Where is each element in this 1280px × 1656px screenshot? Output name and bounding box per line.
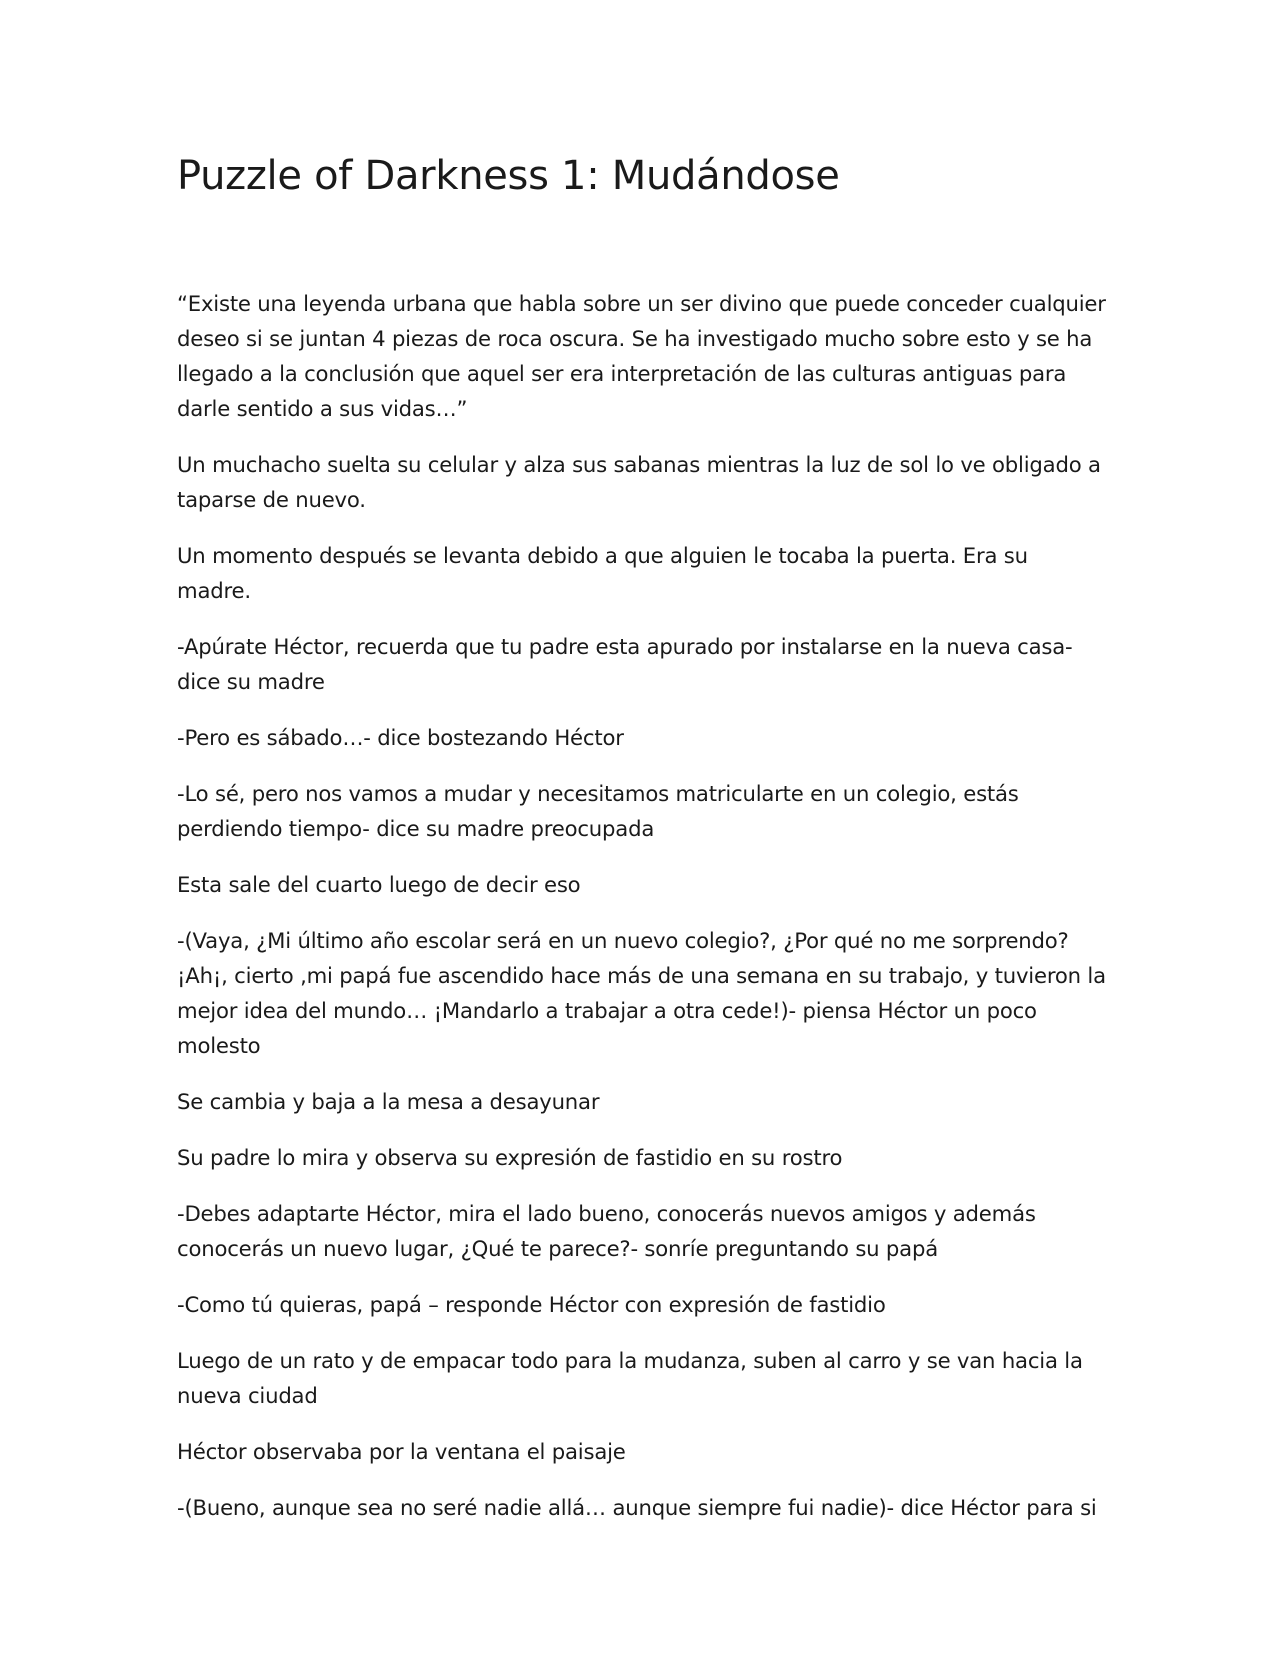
paragraph: -(Vaya, ¿Mi último año escolar será en un nuevo colegio?, ¿Por qué no me sorprendo? ¡Ah¡, cierto ,mi papá fue ascendido hace más de una semana en su trabajo, y tuvieron la mejor idea del mundo… ¡Mandarlo a trabajar a otra cede!)- piensa Héctor un poco molesto	[177, 928, 1106, 1058]
paragraph: Se cambia y baja a la mesa a desayunar	[177, 1089, 600, 1114]
paragraph: -Lo sé, pero nos vamos a mudar y necesitamos matricularte en un colegio, estás perdiendo tiempo- dice su madre preocupada	[177, 781, 1019, 841]
paragraph: Luego de un rato y de empacar todo para la mudanza, suben al carro y se van hacia la nueva ciudad	[177, 1348, 1083, 1408]
paragraph: -Pero es sábado…- dice bostezando Héctor	[177, 725, 624, 750]
paragraph: Su padre lo mira y observa su expresión de fastidio en su rostro	[177, 1145, 843, 1170]
document-title: Puzzle of Darkness 1: Mudándose	[177, 153, 840, 199]
paragraph: -Apúrate Héctor, recuerda que tu padre esta apurado por instalarse en la nueva casa- dice su madre	[177, 634, 1073, 694]
paragraph: “Existe una leyenda urbana que habla sobre un ser divino que puede conceder cualquier deseo si se juntan 4 piezas de roca oscura. Se ha investigado mucho sobre esto y se ha llegado a la conclusión que aquel ser era interpretación de las culturas antiguas para darle sentido a sus vidas…”	[177, 291, 1106, 421]
paragraph: -(Bueno, aunque sea no seré nadie allá… aunque siempre fui nadie)- dice Héctor para si	[177, 1495, 1097, 1520]
paragraph: Un momento después se levanta debido a que alguien le tocaba la puerta. Era su madre.	[177, 543, 1028, 603]
paragraph: -Debes adaptarte Héctor, mira el lado bueno, conocerás nuevos amigos y además conocerás un nuevo lugar, ¿Qué te parece?- sonríe preguntando su papá	[177, 1201, 1036, 1261]
paragraph: Un muchacho suelta su celular y alza sus sabanas mientras la luz de sol lo ve obligado a taparse de nuevo.	[177, 452, 1101, 512]
paragraph: Esta sale del cuarto luego de decir eso	[177, 872, 581, 897]
paragraph: -Como tú quieras, papá – responde Héctor con expresión de fastidio	[177, 1292, 886, 1317]
paragraph: Héctor observaba por la ventana el paisaje	[177, 1439, 626, 1464]
document-body	[177, 286, 1107, 1546]
